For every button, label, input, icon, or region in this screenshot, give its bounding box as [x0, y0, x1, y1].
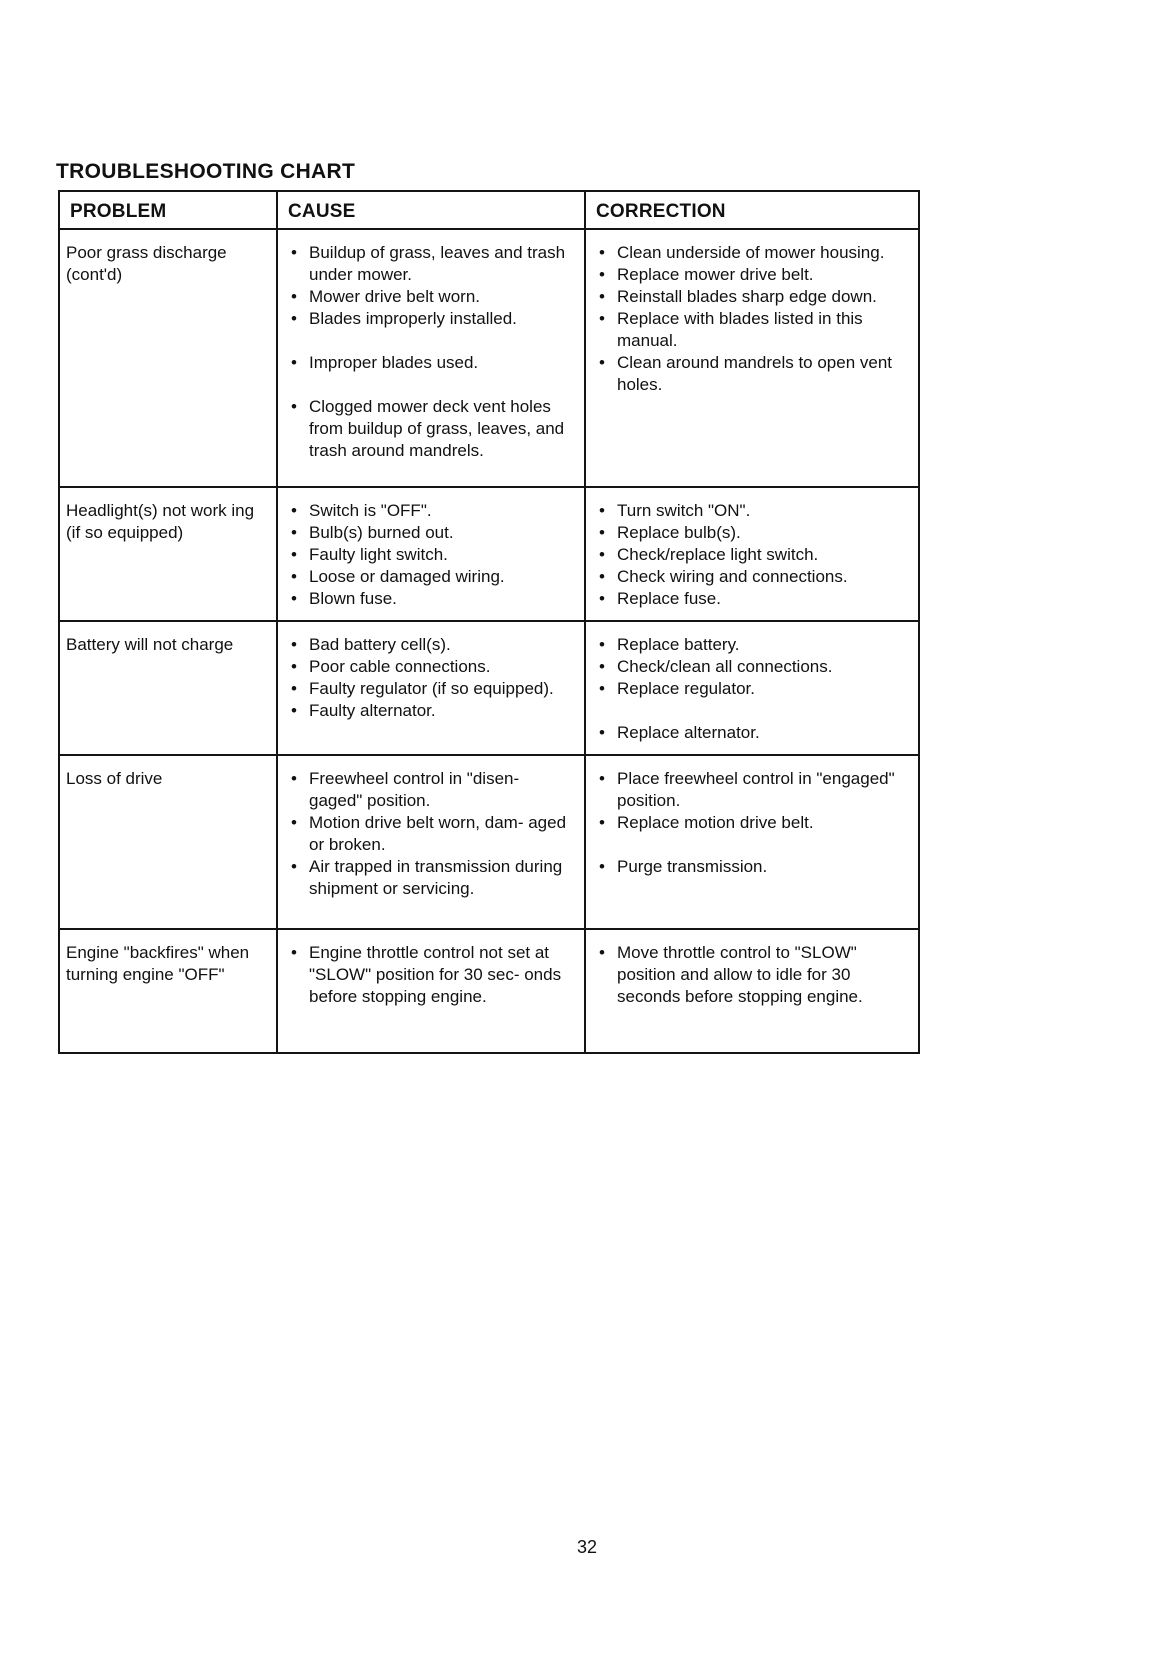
correction-cell	[585, 229, 919, 487]
cause-item: • Clogged mower deck vent holes from buildup of grass, leaves, and trash around mandrels.	[284, 396, 576, 462]
table-header-row	[59, 191, 919, 229]
correction-item: • Replace regulator.	[592, 678, 910, 700]
cause-cell	[277, 229, 585, 487]
cause-item: • Mower drive belt worn.	[284, 286, 576, 308]
correction-item: • Replace with blades listed in this manual.	[592, 308, 910, 352]
correction-item: • Reinstall blades sharp edge down.	[592, 286, 910, 308]
header-problem: PROBLEM	[59, 191, 277, 229]
table-row	[59, 621, 919, 755]
correction-cell	[585, 487, 919, 621]
header-cause: CAUSE	[277, 191, 585, 229]
correction-item: • Place freewheel control in "engaged" position.	[592, 768, 910, 812]
problem-cell: Engine "backfires" when turning engine "OFF"	[59, 929, 277, 1053]
cause-item: • Bad battery cell(s).	[284, 634, 576, 656]
correction-item: • Purge transmission.	[592, 856, 910, 878]
correction-item: • Clean underside of mower housing.	[592, 242, 910, 264]
cause-item: • Engine throttle control not set at "SLOW" position for 30 sec- onds before stopping engine.	[284, 942, 576, 1008]
cause-item: • Air trapped in transmission during shipment or servicing.	[284, 856, 576, 900]
correction-item: • Replace motion drive belt.	[592, 812, 910, 834]
table-row	[59, 229, 919, 487]
cause-item: • Bulb(s) burned out.	[284, 522, 576, 544]
cause-item: • Improper blades used.	[284, 352, 576, 374]
header-correction: CORRECTION	[585, 191, 919, 229]
correction-item: • Check/replace light switch.	[592, 544, 910, 566]
correction-item: • Clean around mandrels to open vent holes.	[592, 352, 910, 396]
table-row	[59, 755, 919, 929]
correction-item: • Turn switch "ON".	[592, 500, 910, 522]
cause-item: • Blown fuse.	[284, 588, 576, 610]
cause-cell	[277, 755, 585, 929]
cause-item: • Blades improperly installed.	[284, 308, 576, 330]
cause-item: • Motion drive belt worn, dam- aged or broken.	[284, 812, 576, 856]
cause-item: • Loose or damaged wiring.	[284, 566, 576, 588]
correction-cell	[585, 621, 919, 755]
cause-cell	[277, 487, 585, 621]
correction-item: • Replace battery.	[592, 634, 910, 656]
correction-item: • Replace bulb(s).	[592, 522, 910, 544]
cause-item: • Faulty light switch.	[284, 544, 576, 566]
cause-item: • Freewheel control in "disen- gaged" position.	[284, 768, 576, 812]
correction-item: • Replace mower drive belt.	[592, 264, 910, 286]
correction-cell	[585, 755, 919, 929]
page-number: 32	[576, 1537, 598, 1557]
problem-cell: Battery will not charge	[59, 621, 277, 755]
cause-item: • Switch is "OFF".	[284, 500, 576, 522]
table-row	[59, 487, 919, 621]
cause-item: • Faulty regulator (if so equipped).	[284, 678, 576, 700]
correction-cell	[585, 929, 919, 1053]
cause-item: • Faulty alternator.	[284, 700, 576, 722]
page-title: TROUBLESHOOTING CHART	[56, 160, 356, 183]
cause-item: • Buildup of grass, leaves and trash under mower.	[284, 242, 576, 286]
cause-item: • Poor cable connections.	[284, 656, 576, 678]
correction-item: • Check wiring and connections.	[592, 566, 910, 588]
cause-cell	[277, 621, 585, 755]
troubleshooting-table	[58, 190, 920, 1054]
correction-item: • Move throttle control to "SLOW" position and allow to idle for 30 seconds before stopping engine.	[592, 942, 910, 1008]
problem-cell: Headlight(s) not work ing (if so equipped)	[59, 487, 277, 621]
correction-item: • Replace fuse.	[592, 588, 910, 610]
problem-cell: Poor grass discharge (cont'd)	[59, 229, 277, 487]
table-row	[59, 929, 919, 1053]
cause-cell	[277, 929, 585, 1053]
correction-item: • Replace alternator.	[592, 722, 910, 744]
correction-item: • Check/clean all connections.	[592, 656, 910, 678]
problem-cell: Loss of drive	[59, 755, 277, 929]
